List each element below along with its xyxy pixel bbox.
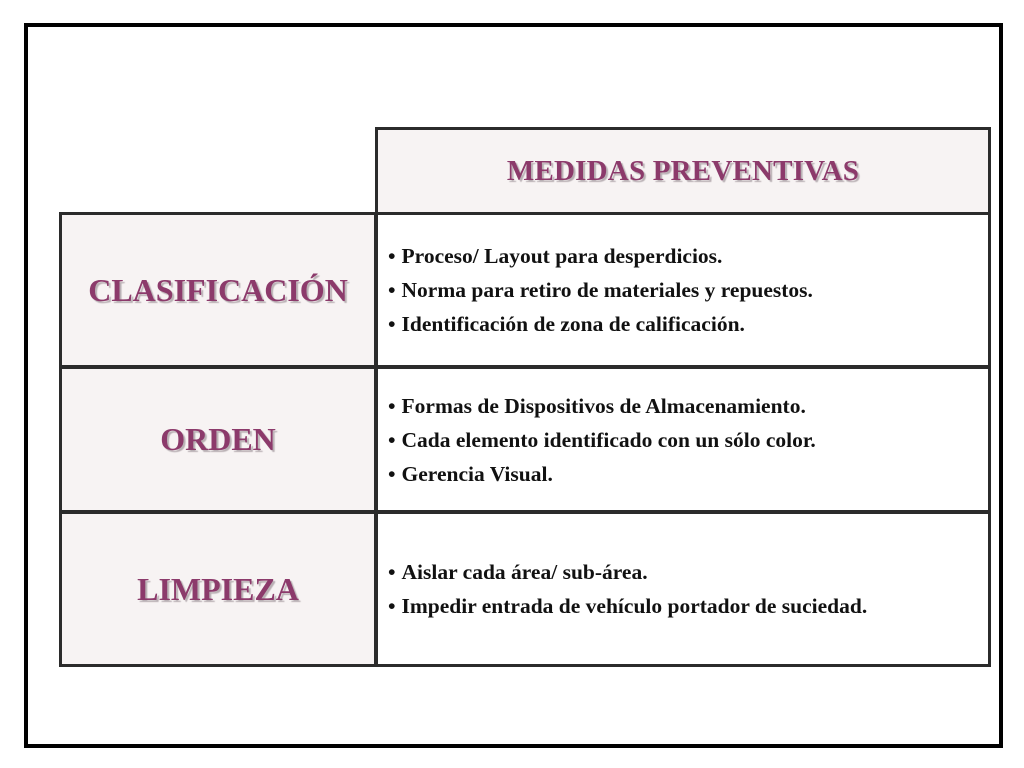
table-header-title: MEDIDAS PREVENTIVAS bbox=[506, 154, 860, 187]
row-label-cell-orden bbox=[59, 366, 377, 513]
list-item: • Norma para retiro de materiales y repuestos. bbox=[388, 273, 978, 307]
table-header-cell bbox=[375, 127, 991, 215]
row-label: ORDEN bbox=[160, 421, 276, 457]
row-content-cell-limpieza bbox=[375, 511, 991, 667]
list-item: • Gerencia Visual. bbox=[388, 457, 978, 491]
list-item: • Formas de Dispositivos de Almacenamiento. bbox=[388, 389, 978, 423]
bullet-list bbox=[388, 239, 978, 341]
list-item: • Cada elemento identificado con un sólo color. bbox=[388, 423, 978, 457]
list-item: • Impedir entrada de vehículo portador de suciedad. bbox=[388, 589, 978, 623]
row-label-cell-limpieza bbox=[59, 511, 377, 667]
row-label-cell-clasificacion bbox=[59, 212, 377, 368]
row-content-cell-orden bbox=[375, 366, 991, 513]
row-label: CLASIFICACIÓN bbox=[88, 271, 348, 308]
list-item: • Identificación de zona de calificación. bbox=[388, 307, 978, 341]
row-label: LIMPIEZA bbox=[137, 570, 299, 607]
bullet-list bbox=[388, 555, 978, 623]
list-item: • Proceso/ Layout para desperdicios. bbox=[388, 239, 978, 273]
row-content-cell-clasificacion bbox=[375, 212, 991, 368]
bullet-list bbox=[388, 389, 978, 491]
list-item: • Aislar cada área/ sub-área. bbox=[388, 555, 978, 589]
